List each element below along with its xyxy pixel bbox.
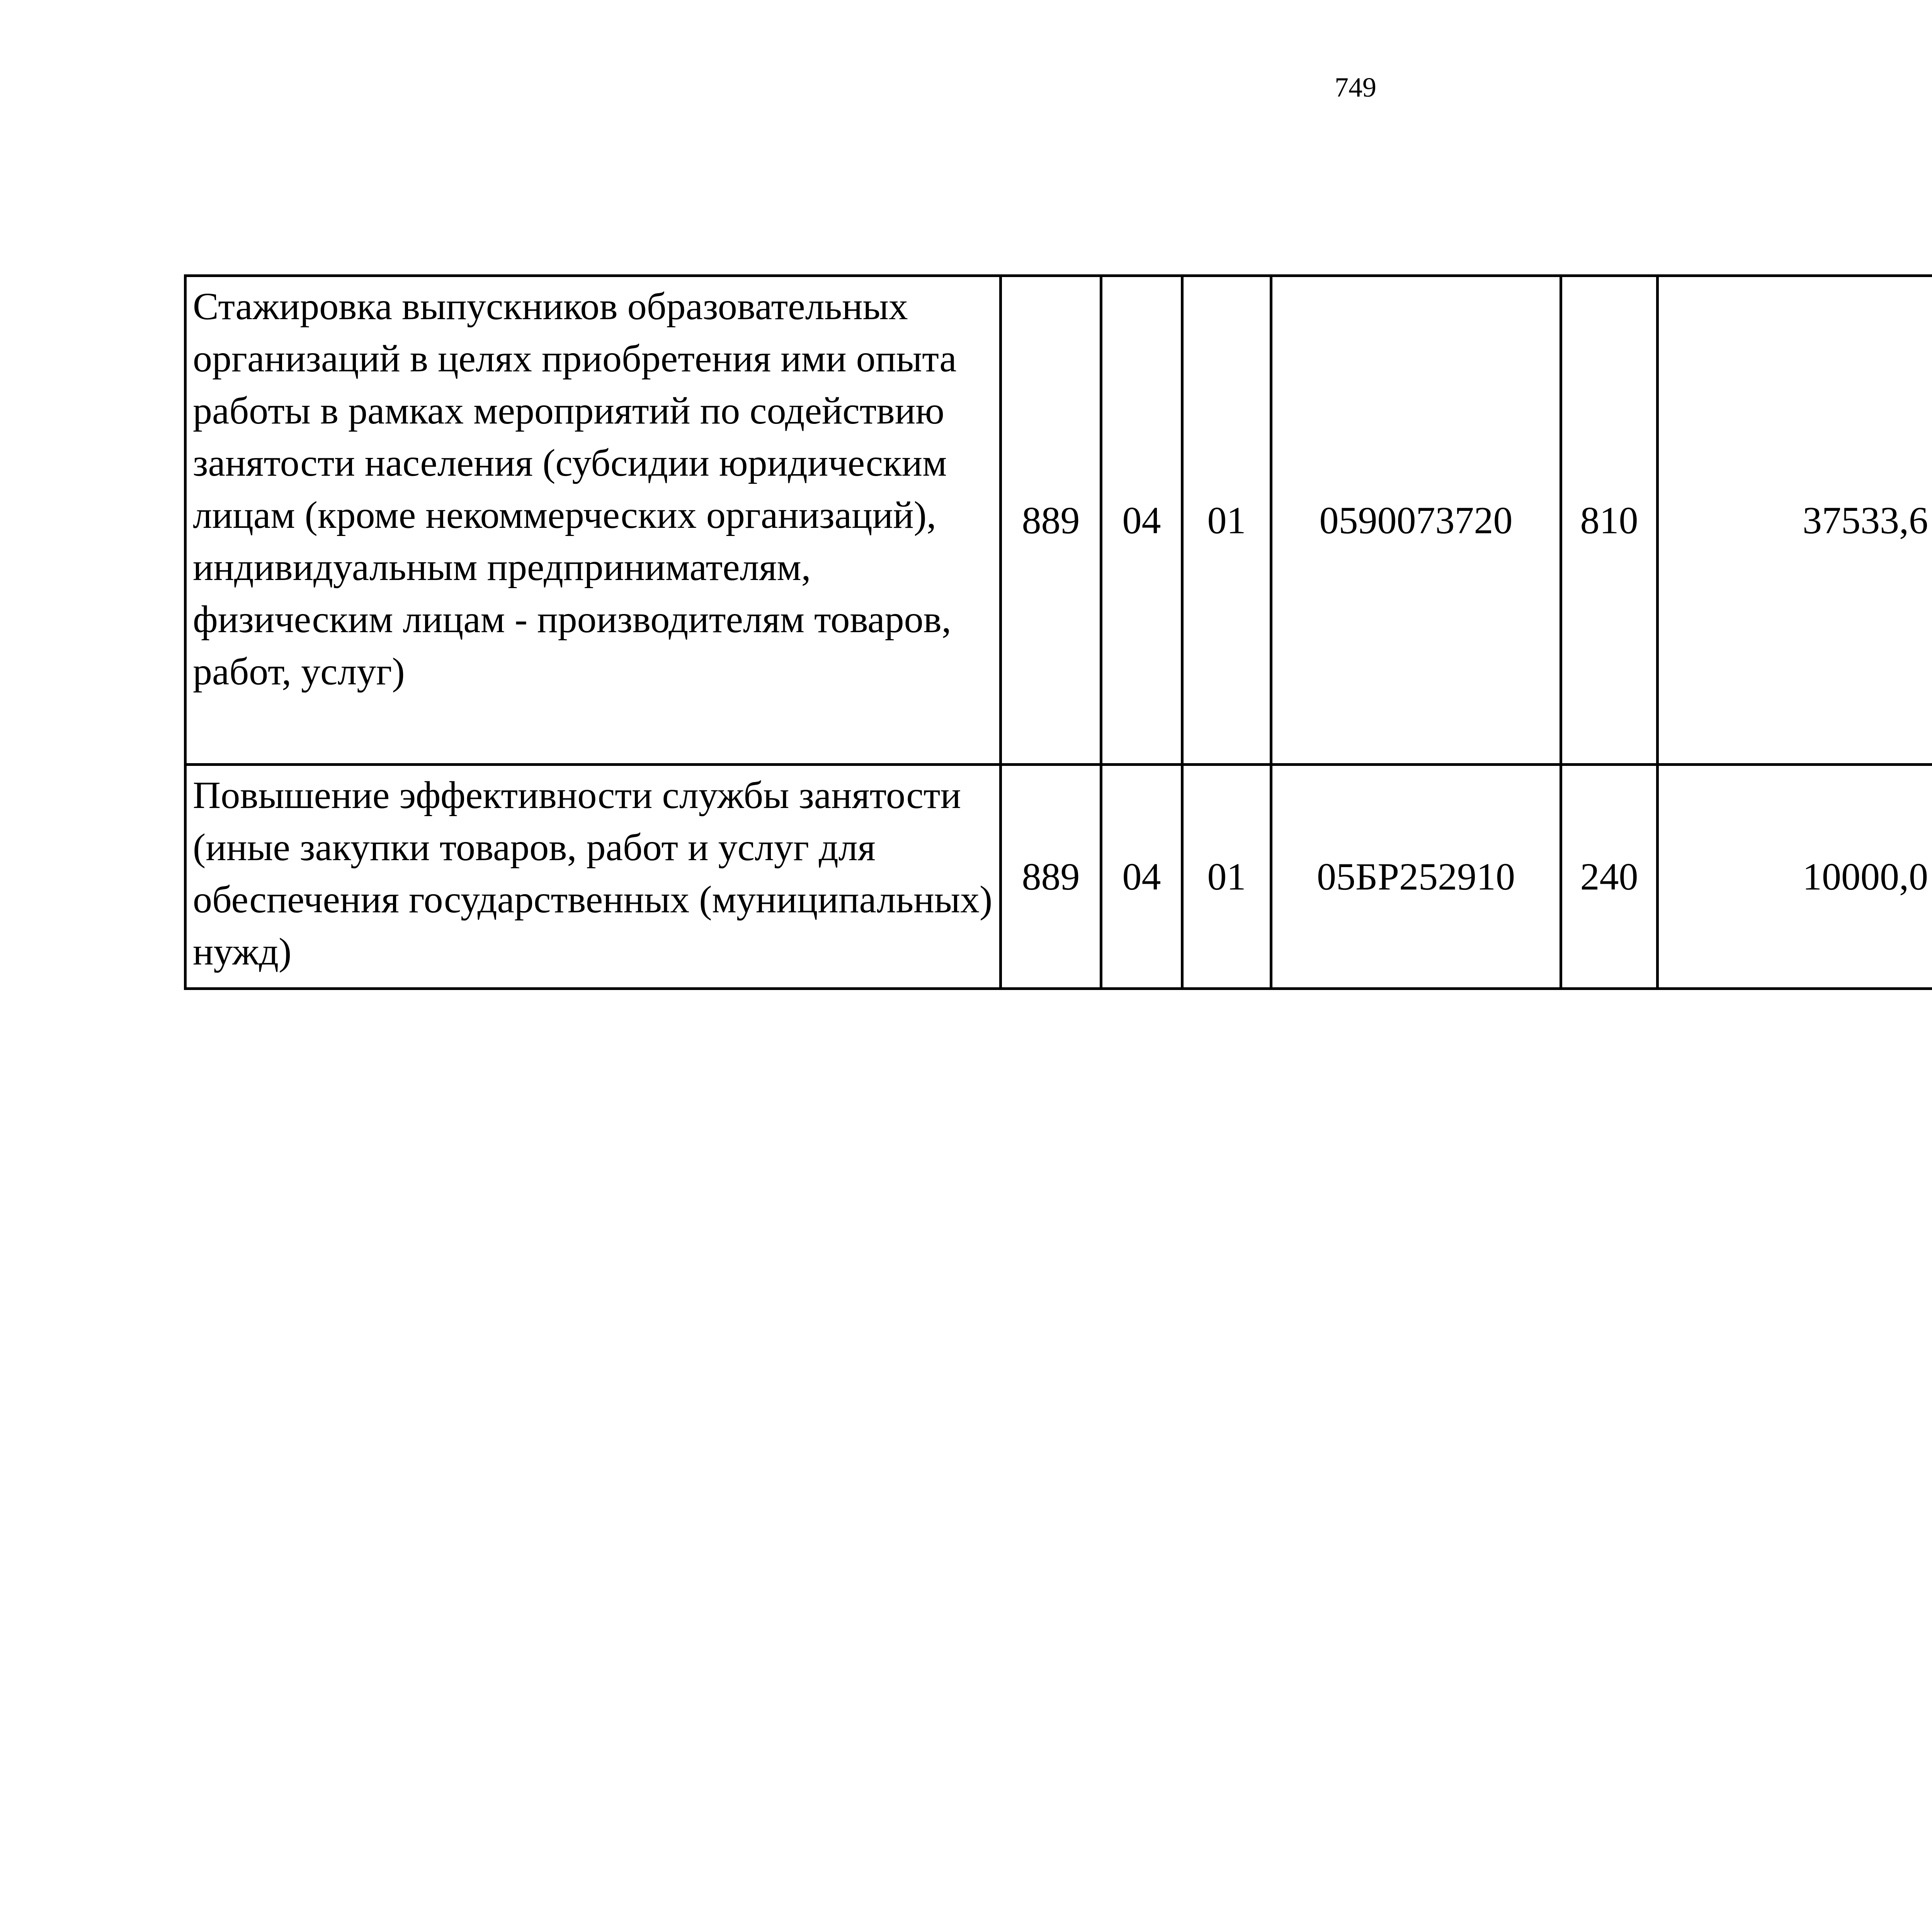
expense-type-code: 240 [1561, 765, 1658, 989]
row-description: Стажировка выпускников образовательных организаций в целях приобретения ими опыта работы в рамках мероприятий по содействию занятости населения (субсидии юридическим лицам (кроме некоммерческих организаций), индивидуальным предпринимателям, физическим лицам - производителям товаров, работ, услуг) [185, 276, 1001, 765]
target-article-code: 0590073720 [1271, 276, 1561, 765]
section-code: 04 [1101, 276, 1182, 765]
budget-table [184, 274, 1932, 990]
amount-year-1: 37533,6 [1658, 276, 1932, 765]
ministry-code: 889 [1001, 276, 1101, 765]
table-row [185, 765, 1932, 989]
subsection-code: 01 [1182, 765, 1271, 989]
expense-type-code: 810 [1561, 276, 1658, 765]
subsection-code: 01 [1182, 276, 1271, 765]
row-description: Повышение эффективности службы занятости (иные закупки товаров, работ и услуг для обеспечения государственных (муниципальных) нужд) [185, 765, 1001, 989]
page-number: 749 [1335, 72, 1376, 103]
table-row [185, 276, 1932, 765]
target-article-code: 05БР252910 [1271, 765, 1561, 989]
ministry-code: 889 [1001, 765, 1101, 989]
amount-year-1: 10000,0 [1658, 765, 1932, 989]
section-code: 04 [1101, 765, 1182, 989]
